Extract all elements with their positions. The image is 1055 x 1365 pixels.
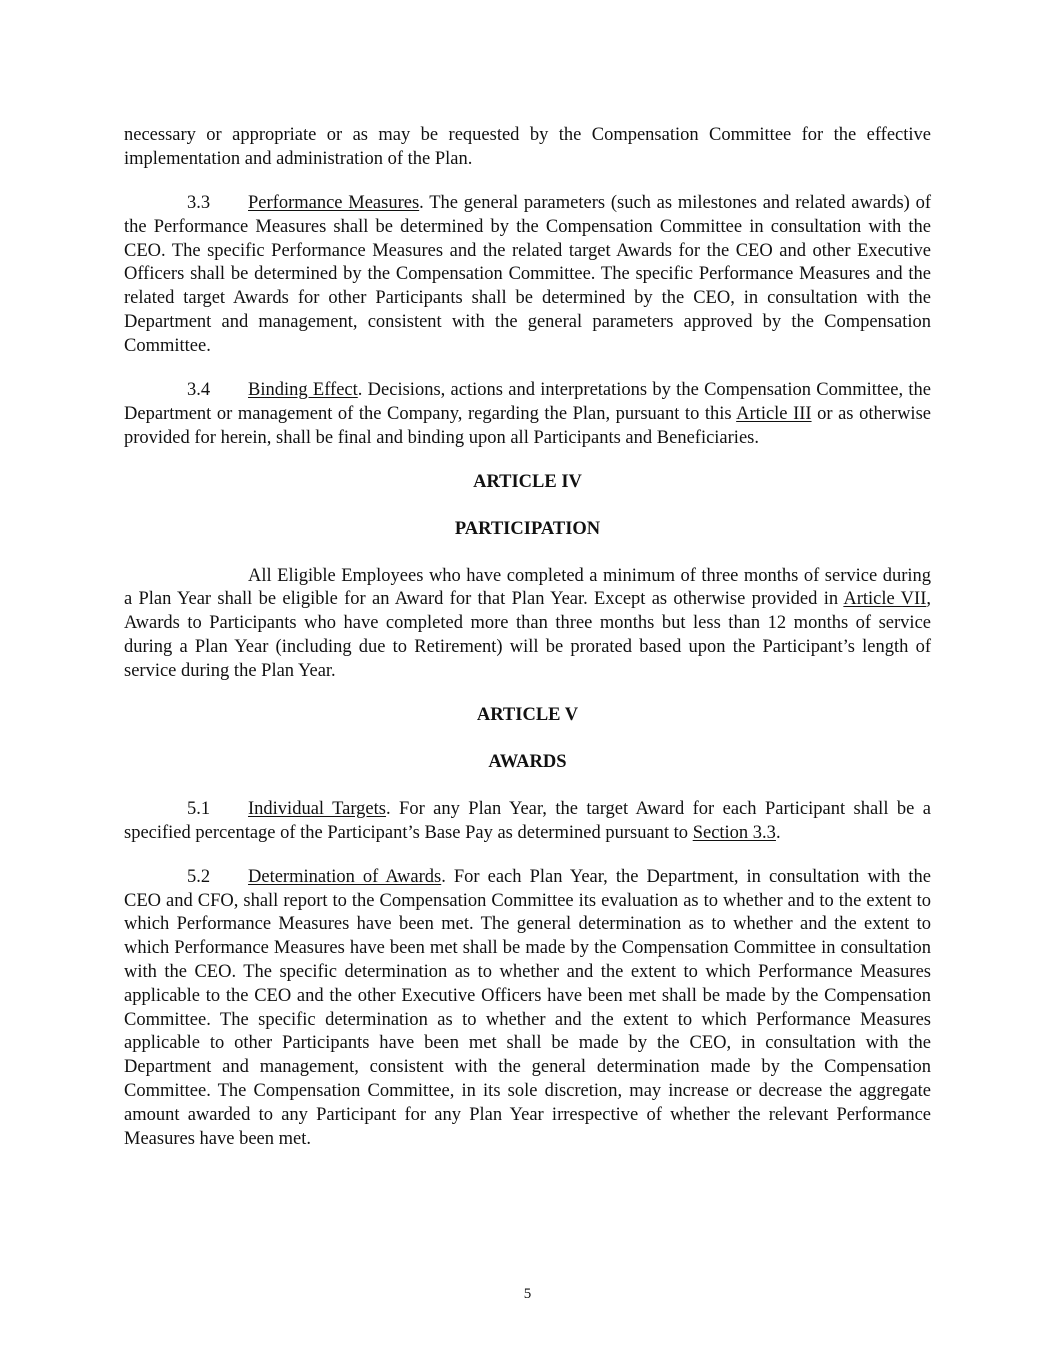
section-5-1: 5.1 Individual Targets. For any Plan Year, the target Award for each Participant shall be a specified percentage of the Participant’s Base Pay as determined pursuant to Section 3.3. (124, 798, 931, 843)
section-reference-link[interactable]: Section 3.3 (692, 822, 776, 843)
section-title: Individual Targets (248, 798, 386, 819)
section-body: . The general parameters (such as milestones and related awards) of the Performance Measures shall be determined by the Compensation Committee in consultation with the CEO. The specific Performance Measures and the related target Awards for the CEO and other Executive Officers shall be determined by the Compensation Committee. The specific Performance Measures and the related target Awards for other Participants shall be determined by the CEO, in consultation with the Department and management, consistent with the general parameters approved by the Compensation Committee. (124, 193, 932, 356)
section-5-2 (124, 866, 931, 1152)
participation-paragraph: All Eligible Employees who have completed a minimum of three months of service during a Plan Year shall be eligible for an Award for that Plan Year. Except as otherwise provided in Article VII, Awards to Participants who have completed more than three months but less than 12 months of service during a Plan Year (including due to Retirement) will be prorated based upon the Participant’s length of service during the Plan Year. (124, 565, 931, 681)
section-number: 5.1 (187, 798, 211, 819)
section-title: Binding Effect (248, 380, 358, 401)
article-subheading: PARTICIPATION (454, 518, 601, 539)
section-3-3 (124, 192, 931, 359)
section-body: . For any Plan Year, the target Award for each Participant shall be a specified percentage of the Participant’s Base Pay as determined pursuant to (124, 798, 931, 843)
section-title: Performance Measures (248, 193, 420, 214)
article-reference-link[interactable]: Article III (736, 403, 812, 424)
section-title: Determination of Awards (248, 866, 442, 887)
section-number: 3.4 (187, 380, 211, 401)
article-subheading: AWARDS (488, 751, 567, 772)
section-body: or as otherwise provided for herein, shall be final and binding upon all Participants and Beneficiaries. (124, 403, 931, 448)
article-heading: ARTICLE IV (473, 472, 582, 493)
paragraph-continuation: necessary or appropriate or as may be requested by the Compensation Committee for the effective implementation and administration of the Plan. (124, 125, 931, 169)
section-number: 5.2 (187, 866, 211, 887)
page-number: 5 (523, 1286, 532, 1302)
article-reference-link[interactable]: Article VII (843, 589, 927, 610)
section-3-4 (124, 379, 931, 450)
article-heading: ARTICLE V (476, 705, 579, 726)
section-body: . For each Plan Year, the Department, in consultation with the CEO and CFO, shall report to the Compensation Committee its evaluation as to whether and to the extent to which Performance Measures have been met. The general determination as to whether and the extent to which Performance Measures have been met shall be made by the Compensation Committee in consultation with the CEO. The specific determination as to whether and the extent to which Performance Measures applicable to the CEO and the other Executive Officers have been met shall be made by the Compensation Committee. The specific determination as to whether and the extent to which Performance Measures applicable to other Participants have been met shall be made by the CEO, in consultation with the Department and management, consistent with the general determination made by the Compensation Committee. The Compensation Committee, in its sole discretion, may increase or decrease the aggregate amount awarded to any Participant for any Plan Year irrespective of whether the relevant Performance Measures have been met. (124, 866, 931, 1149)
section-body: . Decisions, actions and interpretations by the Compensation Committee, the Department or management of the Company, regarding the Plan, pursuant to this (124, 380, 931, 424)
section-number: 3.3 (187, 193, 211, 214)
document-page (124, 124, 931, 1172)
